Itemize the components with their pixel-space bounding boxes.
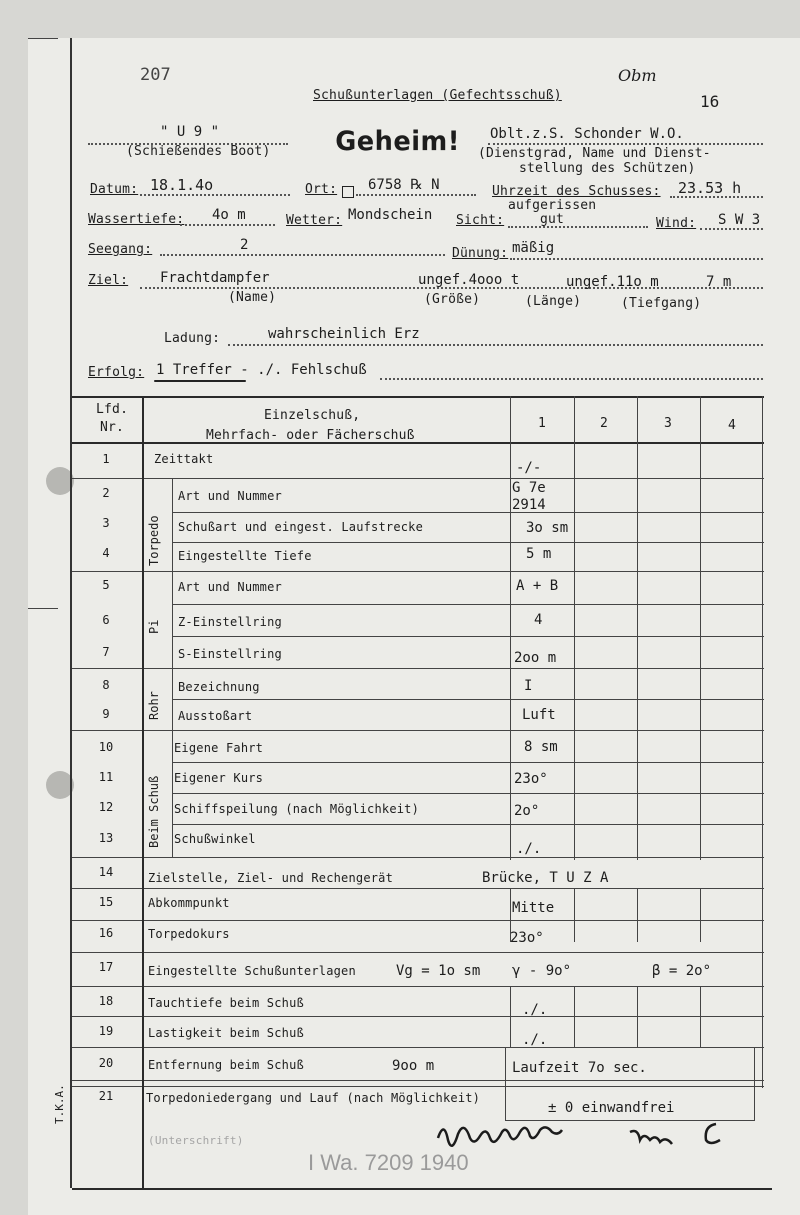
commander-label-2: stellung des Schützen) <box>519 161 696 176</box>
table-rule <box>172 762 764 763</box>
row-label: Art und Nummer <box>178 580 282 594</box>
table-rule <box>700 986 701 1048</box>
row-number: 14 <box>98 865 114 879</box>
table-rule <box>574 396 575 860</box>
seegang-value: 2 <box>240 237 249 253</box>
table-rule <box>510 986 511 1048</box>
table-rule <box>72 1086 764 1087</box>
table-rule <box>72 1047 764 1048</box>
wetter-value: Mondschein <box>348 207 433 223</box>
row-value: 9oo m <box>392 1058 435 1074</box>
table-rule <box>72 571 764 572</box>
row-label: Zielstelle, Ziel- und Rechengerät <box>148 871 394 885</box>
table-rule <box>172 793 764 794</box>
group-label-pi: Pi <box>147 619 161 634</box>
secret-stamp: Geheim! <box>335 126 460 157</box>
wind-label: Wind: <box>656 216 697 231</box>
datum-label: Datum: <box>90 182 139 197</box>
col-3-header: 3 <box>664 416 673 431</box>
ziel-tiefgang-value: 7 m <box>706 274 732 290</box>
uhrzeit-label: Uhrzeit des Schusses: <box>492 184 661 199</box>
col-nr-header-1: Lfd. <box>96 402 129 417</box>
row-number: 2 <box>102 486 110 500</box>
side-mark: T.K.A. <box>53 1084 66 1124</box>
row-value: 23o° <box>510 930 544 946</box>
row-number: 6 <box>102 613 110 627</box>
ziel-label: Ziel: <box>88 273 129 288</box>
duenung-value: mäßig <box>512 240 555 256</box>
page-number: 207 <box>140 65 171 85</box>
ziel-name-value: Frachtdampfer <box>160 270 270 286</box>
row-value: 5 m <box>526 546 552 562</box>
row-label: Art und Nummer <box>178 489 282 503</box>
col-desc-header-2: Mehrfach- oder Fächerschuß <box>206 428 415 443</box>
table-rule <box>72 888 764 889</box>
row-number: 16 <box>98 926 114 940</box>
group-label-beim-schuss: Beim Schuß <box>147 775 161 848</box>
row-number: 20 <box>98 1056 114 1070</box>
table-rule <box>637 396 638 860</box>
sicht-label: Sicht: <box>456 213 505 228</box>
row-value: 2oo m <box>514 650 557 666</box>
col-desc-header-1: Einzelschuß, <box>264 408 361 423</box>
ziel-name-label: (Name) <box>228 290 277 305</box>
row-number: 3 <box>102 516 110 530</box>
ziel-laenge-label: (Länge) <box>525 294 582 309</box>
col-2-header: 2 <box>600 416 609 431</box>
ort-value: 6758 ℞ N <box>368 177 440 193</box>
row-value: Luft <box>522 707 556 723</box>
row-value: ./. <box>522 1002 548 1018</box>
row-label: Eingestellte Tiefe <box>178 549 312 563</box>
ladung-value: wahrscheinlich Erz <box>268 326 420 342</box>
row-value: -/- <box>516 460 542 476</box>
row-label: Z-Einstellring <box>178 615 282 629</box>
wind-value: S W 3 <box>718 212 761 228</box>
row-value: 2o° <box>514 803 540 819</box>
sicht-value-2: gut <box>540 212 565 227</box>
row-number: 15 <box>98 895 114 909</box>
row-number: 18 <box>98 994 114 1008</box>
erfolg-value: 1 Treffer - ./. Fehlschuß <box>156 362 367 378</box>
row-value: 4 <box>534 612 543 628</box>
ziel-groesse-value: ungef.4ooo t <box>418 272 520 288</box>
table-rule <box>172 699 764 700</box>
table-rule <box>72 920 764 921</box>
row-label: Tauchtiefe beim Schuß <box>148 996 304 1010</box>
table-rule <box>700 888 701 942</box>
duenung-label: Dünung: <box>452 246 509 261</box>
group-label-rohr: Rohr <box>147 691 161 720</box>
archive-stamp: I Wa. 7209 1940 <box>308 1150 469 1175</box>
row-vg: Vg = 1o sm <box>396 963 481 979</box>
row-number: 9 <box>102 707 110 721</box>
table-rule <box>574 888 575 942</box>
boat-value: " U 9 " <box>160 124 220 140</box>
row-number: 11 <box>98 770 114 784</box>
row-value: G 7e <box>512 480 546 496</box>
ziel-tiefgang-label: (Tiefgang) <box>621 296 702 311</box>
table-rule <box>172 604 764 605</box>
row-number: 7 <box>102 645 110 659</box>
seegang-label: Seegang: <box>88 242 153 257</box>
table-rule <box>72 396 764 398</box>
handwritten-underline <box>154 380 246 382</box>
initials: Obm <box>618 66 657 85</box>
square-icon <box>342 186 354 198</box>
ziel-groesse-label: (Größe) <box>424 292 481 307</box>
row-value: Mitte <box>512 900 555 916</box>
row-label: Eigener Kurs <box>174 771 264 785</box>
row-gamma: γ - 9o° <box>512 963 572 979</box>
row-label: Schußart und eingest. Laufstrecke <box>178 520 424 534</box>
row-label: Torpedoniedergang und Lauf (nach Möglichkeit) <box>146 1091 481 1105</box>
table-rule <box>754 1048 755 1120</box>
row-label: Abkommpunkt <box>148 896 230 910</box>
wassertiefe-value: 4o m <box>212 207 246 223</box>
table-rule <box>172 478 173 858</box>
row-number: 1 <box>102 452 110 466</box>
sheet-number: 16 <box>700 92 720 111</box>
row-label: Entfernung beim Schuß <box>148 1058 304 1072</box>
row-number: 19 <box>98 1024 114 1038</box>
col-1-header: 1 <box>538 416 547 431</box>
row-number: 8 <box>102 678 110 692</box>
table-rule <box>637 986 638 1048</box>
row-value: I <box>524 678 533 694</box>
row-number: 4 <box>102 546 110 560</box>
row-value: 8 sm <box>524 739 558 755</box>
row-label: S-Einstellring <box>178 647 282 661</box>
row-number: 10 <box>98 740 114 754</box>
table-rule <box>72 668 764 669</box>
boat-label: (Schießendes Boot) <box>126 144 271 159</box>
row-label: Schußwinkel <box>174 832 256 846</box>
commander-label-1: (Dienstgrad, Name und Dienst- <box>478 146 711 161</box>
row-label: Eingestellte Schußunterlagen <box>148 964 356 978</box>
handwritten-signature <box>430 1110 750 1160</box>
table-rule <box>72 952 764 953</box>
table-rule <box>142 396 144 1188</box>
wetter-label: Wetter: <box>286 213 343 228</box>
table-rule <box>72 986 764 987</box>
table-rule <box>172 512 764 513</box>
table-rule <box>72 1080 764 1081</box>
row-label: Ausstoßart <box>178 709 253 723</box>
table-rule <box>574 986 575 1048</box>
row-laufzeit: Laufzeit 7o sec. <box>512 1060 647 1076</box>
row-label: Bezeichnung <box>178 680 260 694</box>
datum-value: 18.1.4o <box>150 176 214 194</box>
row-value: ./. <box>516 841 542 857</box>
erfolg-label: Erfolg: <box>88 365 145 380</box>
row-label: Schiffspeilung (nach Möglichkeit) <box>174 802 420 816</box>
table-rule <box>510 396 511 860</box>
row-number: 21 <box>98 1089 114 1103</box>
table-rule <box>172 824 764 825</box>
table-rule <box>172 542 764 543</box>
table-rule <box>72 1188 772 1190</box>
row-value: 2914 <box>512 497 546 513</box>
row-value: ± 0 einwandfrei <box>548 1100 675 1116</box>
row-number: 17 <box>98 960 114 974</box>
row-label: Zeittakt <box>154 452 214 466</box>
row-number: 12 <box>98 800 114 814</box>
ort-label: Ort: <box>305 182 338 197</box>
uhrzeit-value: 23.53 h <box>678 179 742 197</box>
signature-caption: (Unterschrift) <box>148 1134 244 1147</box>
col-nr-header-2: Nr. <box>100 420 125 435</box>
row-number: 5 <box>102 578 110 592</box>
table-rule <box>700 396 701 860</box>
table-rule <box>762 396 763 1088</box>
edge-mark <box>28 608 58 609</box>
sicht-value-1: aufgerissen <box>508 198 597 213</box>
table-rule <box>637 888 638 942</box>
table-rule <box>72 478 764 479</box>
wassertiefe-label: Wassertiefe: <box>88 212 185 227</box>
row-label: Eigene Fahrt <box>174 741 264 755</box>
row-label: Torpedokurs <box>148 927 230 941</box>
row-value: 23o° <box>514 771 548 787</box>
commander-value: Oblt.z.S. Schonder W.O. <box>490 126 684 142</box>
table-rule <box>72 1016 764 1017</box>
group-label-torpedo: Torpedo <box>147 515 161 566</box>
form-title: Schußunterlagen (Gefechtsschuß) <box>313 88 562 103</box>
col-4-header: 4 <box>728 418 737 433</box>
row-value: 3o sm <box>526 520 569 536</box>
ladung-label: Ladung: <box>164 331 221 346</box>
table-rule <box>72 730 764 731</box>
table-rule <box>72 442 764 444</box>
ziel-laenge-value: ungef.11o m <box>566 274 659 290</box>
row-label: Lastigkeit beim Schuß <box>148 1026 304 1040</box>
row-number: 13 <box>98 831 114 845</box>
row-value: A + B <box>516 578 559 594</box>
row-value: Brücke, T U Z A <box>482 870 609 886</box>
edge-mark <box>28 38 58 39</box>
row-beta: β = 2o° <box>652 963 712 979</box>
table-rule <box>72 857 764 858</box>
row-value: ./. <box>522 1032 548 1048</box>
table-rule <box>172 636 764 637</box>
